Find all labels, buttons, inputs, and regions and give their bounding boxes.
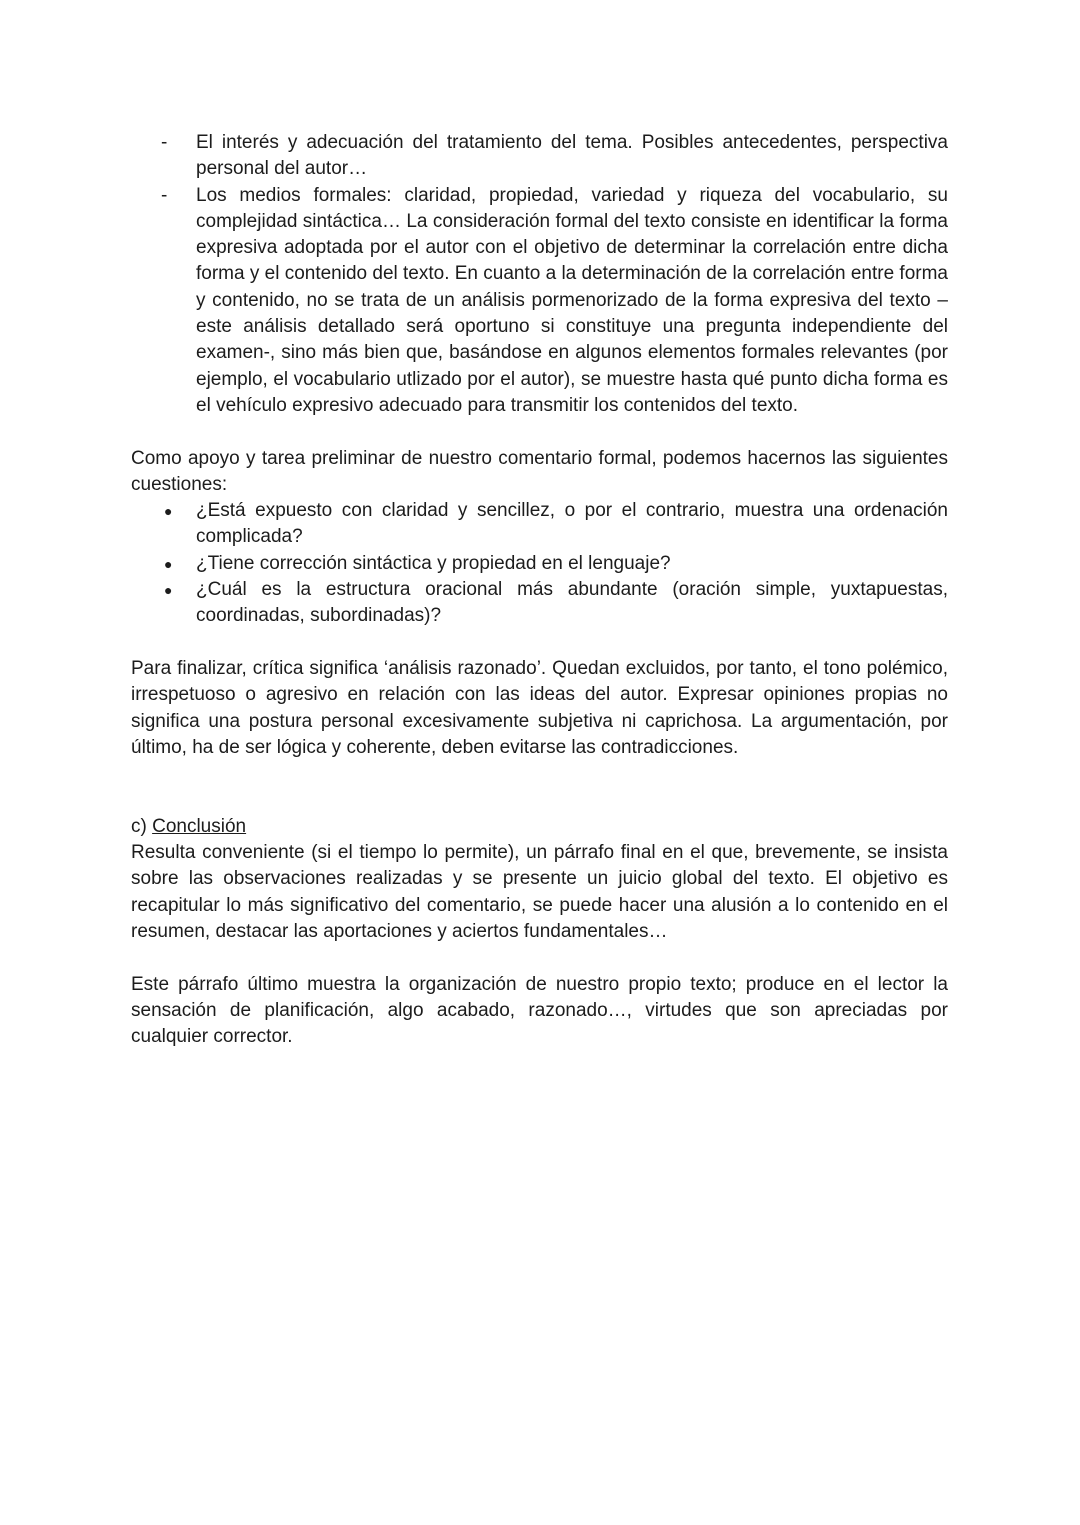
section-prefix: c) bbox=[131, 815, 153, 837]
list-item: ● ¿Está expuesto con claridad y sencillez, o por el contrario, muestra una ordenación complicada? bbox=[131, 498, 948, 551]
section-heading bbox=[131, 814, 948, 840]
list-item: - El interés y adecuación del tratamiento del tema. Posibles antecedentes, perspectiva personal del autor… bbox=[131, 130, 948, 183]
list-item: ● ¿Tiene corrección sintáctica y propiedad en el lenguaje? bbox=[131, 551, 948, 577]
section-title: Conclusión bbox=[152, 815, 247, 837]
paragraph-final-critique: Para finalizar, crítica significa ‘análisis razonado’. Quedan excluidos, por tanto, el tono polémico, irrespetuoso o agresivo en relación con las ideas del autor. Expresar opiniones propias no significa una postura personal excesivamente subjetiva ni caprichosa. La argumentación, por último, ha de ser lógica y coherente, deben evitarse las contradicciones. bbox=[131, 657, 948, 758]
list-item: - Los medios formales: claridad, propiedad, variedad y riqueza del vocabulario, su complejidad sintáctica… La consideración formal del texto consiste en identificar la forma expresiva adoptada por el autor con el objetivo de determinar la correlación entre dicha forma y el contenido del texto. En cuanto a la determinación de la correlación entre forma y contenido, no se trata de un análisis pormenorizado de la forma expresiva del texto – este análisis detallado será oportuno si constituye una pregunta independiente del examen-, sino más bien que, basándose en algunos elementos formales relevantes (por ejemplo, el vocabulario utlizado por el autor), se muestre hasta qué punto dicha forma es el vehículo expresivo adecuado para transmitir los contenidos del texto. bbox=[131, 183, 948, 420]
dash-list bbox=[131, 130, 948, 419]
paragraph-intro-questions: Como apoyo y tarea preliminar de nuestro comentario formal, podemos hacernos las siguientes cuestiones: bbox=[131, 447, 948, 495]
paragraph-conclusion-2: Este párrafo último muestra la organización de nuestro propio texto; produce en el lector la sensación de planificación, algo acabado, razonado…, virtudes que son apreciadas por cualquier corrector. bbox=[131, 973, 948, 1048]
document-page bbox=[131, 130, 948, 1050]
question-list bbox=[131, 498, 948, 629]
list-item: ● ¿Cuál es la estructura oracional más abundante (oración simple, yuxtapuestas, coordinadas, subordinadas)? bbox=[131, 577, 948, 630]
paragraph-conclusion-1: Resulta conveniente (si el tiempo lo permite), un párrafo final en el que, brevemente, se insista sobre las observaciones realizadas y se presente un juicio global del texto. El objetivo es recapitular lo más significativo del comentario, se puede hacer una alusión a lo contenido en el resumen, destacar las aportaciones y aciertos fundamentales… bbox=[131, 842, 948, 942]
